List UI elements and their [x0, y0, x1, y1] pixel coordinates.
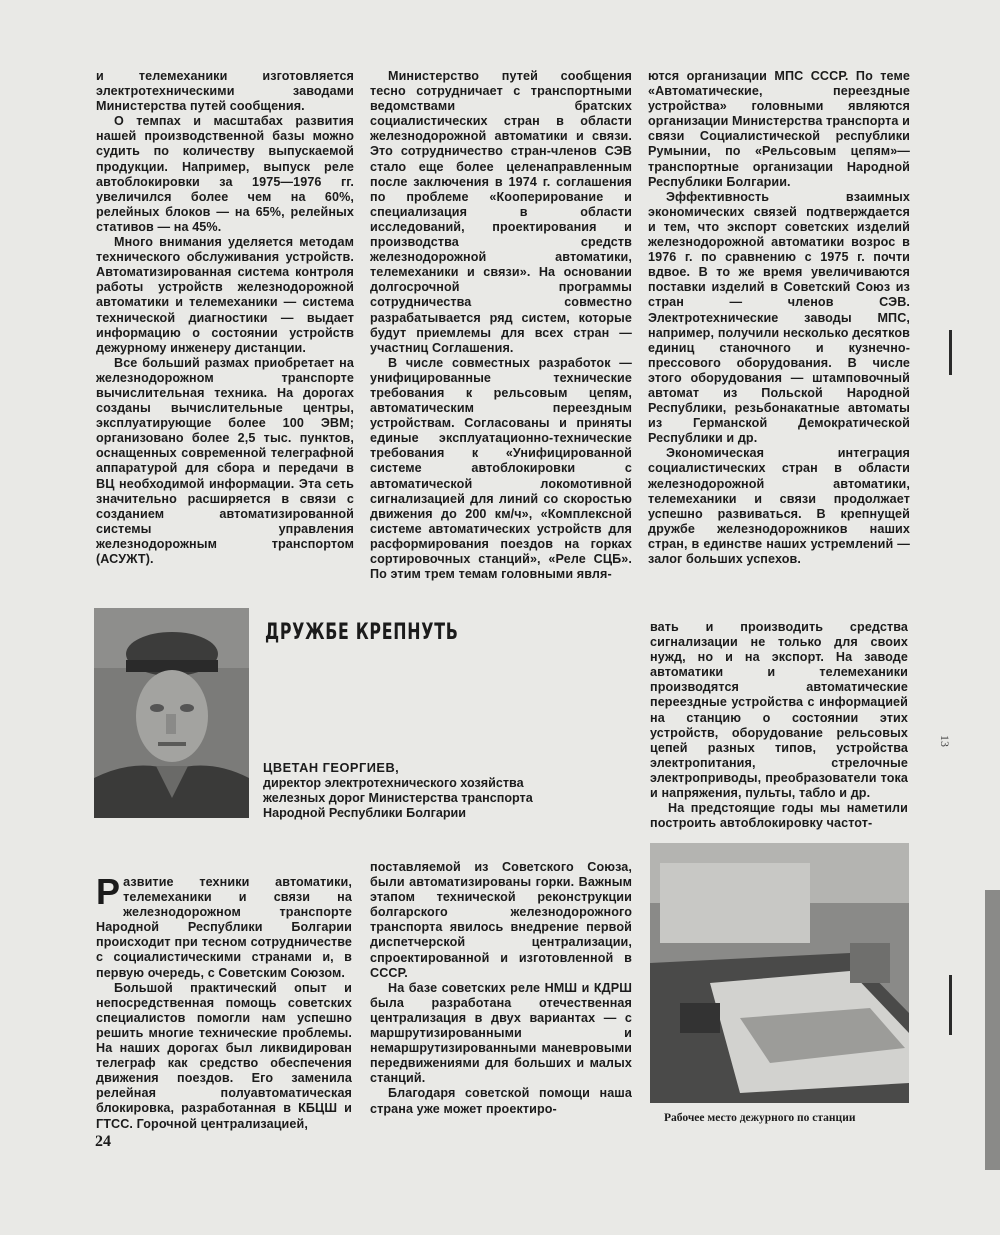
paragraph: На базе советских реле НМШ и КДРШ была разработана отечественная централизация в двух вариантах — с маршрутизированными и немаршрутизированными маневровыми передвижениями для больших и малых станций. [370, 980, 632, 1086]
paragraph: вать и производить средства сигнализации не только для своих нужд, но и на экспорт. На заводе автоматики и телемеханики производятся автоматические переездные устройства с информацией на станцию о состоянии этих устройств, оборудование рельсовых цепей разных типов, устройства электропитания, стрелочные электроприводы, преобразователи тока и напряжения, пульты, табло и др. [650, 620, 908, 801]
top-column-1 [96, 69, 354, 567]
margin-mark [949, 330, 952, 375]
paragraph: Большой практический опыт и непосредственная помощь советских специалистов помогли нам успешно решить многие технические проблемы. На наших дорогах был ликвидирован телеграф как средство обеспечения движения поездов. Его заменила релейная полуавтоматическая блокировка, разработанная в КБЦШ и ГТСС. Горочной централизацией, [96, 980, 352, 1131]
author-name: ЦВЕТАН ГЕОРГИЕВ, [263, 760, 400, 775]
paragraph: Много внимания уделяется методам технического обслуживания устройств. Автоматизированная система контроля работы устройств железнодорожной автоматики и телемеханики — система технической диагностики — выдает информацию о состоянии устройств дежурному инженеру дистанции. [96, 235, 354, 355]
paragraph: и телемеханики изготовляется электротехническими заводами Министерства путей сообщения. [96, 69, 354, 114]
paragraph: Экономическая интеграция социалистических стран в области железнодорожной автоматики, телемеханики и связи продолжает успешно развиваться. В крепнущей дружбе железнодорожников наших стран, в единстве наших устремлений — залог больших успехов. [648, 446, 910, 566]
paragraph [96, 871, 352, 981]
photo-caption: Рабочее место дежурного по станции [664, 1112, 856, 1124]
article-headline: ДРУЖБЕ КРЕПНУТЬ [265, 620, 459, 645]
paragraph: Все больший размах приобретает на железнодорожном транспорте вычислительная техника. На дорогах созданы вычислительные центры, эксплуатирующие более 100 ЭВМ; организовано более 2,5 тыс. пунктов, оснащенных современной телеграфной аппаратурой для сбора и передачи в ВЦ необходимой информации. Эта сеть значительно расширяется в связи с созданием автоматизированной системы управления железнодорожным транспортом (АСУЖТ). [96, 355, 354, 566]
paragraph: Министерство путей сообщения тесно сотрудничает с транспортными ведомствами братских социалистических стран в области железнодорожной автоматики и связи. Это сотрудничество стран-членов СЭВ стало еще более целенаправленным после заключения в 1974 г. соглашения по проблеме «Кооперирование и специализация в области исследований, проектирования и производства средств железнодорожной автоматики, телемеханики и связи». На основании долгосрочной программы сотрудничества совместно разрабатывается ряд систем, которые будут приемлемы для всех стран — участниц Соглашения. [370, 69, 632, 355]
article-column-1 [96, 871, 352, 1132]
workstation-photo [650, 843, 909, 1103]
author-portrait [94, 608, 249, 818]
paragraph: ются организации МПС СССР. По теме «Автоматические, переездные устройства» головными являются организации Министерства транспорта и связи Социалистической республики Румынии, по «Рельсовым цепям»— транспортные организации Народной Республики Болгарии. [648, 69, 910, 189]
lead-text: азвитие техники автоматики, телемеханики и связи на железнодорожном транспорте Народной Республики Болгарии происходит при тесном сотрудничестве с социалистическими странами и, в первую очередь, с Советским Союзом. [96, 875, 352, 980]
article-column-2 [370, 860, 632, 1117]
top-column-3 [648, 69, 910, 567]
paragraph: Благодаря советской помощи наша страна уже может проектиро- [370, 1086, 632, 1116]
margin-mark [949, 975, 952, 1035]
author-role: директор электротехнического хозяйства железных дорог Министерства транспорта Народной Республики Болгарии [263, 776, 533, 820]
side-mark: 13 [938, 735, 952, 747]
paragraph: О темпах и масштабах развития нашей производственной базы можно судить по количеству выпускаемой продукции. Например, выпуск реле автоблокировки за 1975—1976 гг. увеличился более чем на 60%, релейных блоков — на 65%, релейных стативов — на 45%. [96, 114, 354, 234]
paragraph: Эффективность взаимных экономических связей подтверждается и тем, что экспорт советских изделий железнодорожной автоматики возрос в 1976 г. по сравнению с 1975 г. почти вдвое. В то же время увеличиваются поставки изделий в Советский Союз из стран — членов СЭВ. Электротехнические заводы МПС, например, получили несколько десятков единиц станочного и кузнечно-прессового оборудования. В числе этого оборудования — штамповочный автомат из Польской Народной Республики, резьбонакатные автоматы из Германской Демократической Республики и др. [648, 189, 910, 446]
paragraph: На предстоящие годы мы наметили построить автоблокировку частот- [650, 801, 908, 831]
top-column-2 [370, 69, 632, 582]
article-column-3 [650, 620, 908, 831]
page-number: 24 [95, 1133, 111, 1150]
paragraph: В числе совместных разработок — унифицированные технические требования к рельсовым цепям, автоматическим переездным устройствам. Согласованы и приняты единые эксплуатационно-технические требования к «Унифицированной системе автоблокировки с автоматической локомотивной сигнализацией для линий со скоростью движения до 200 км/ч», «Комплексной системе автоматических устройств для расформирования поездов на горках сортировочных станций», «Реле СЦБ». По этим трем темам головными явля- [370, 355, 632, 582]
page-edge-tab [985, 890, 1000, 1170]
paragraph: поставляемой из Советского Союза, были автоматизированы горки. Важным этапом технической реконструкции болгарского железнодорожного транспорта явилось внедрение первой диспетчерской централизации, спроектированной и изготовленной в СССР. [370, 860, 632, 980]
dropcap: Р [96, 871, 121, 912]
